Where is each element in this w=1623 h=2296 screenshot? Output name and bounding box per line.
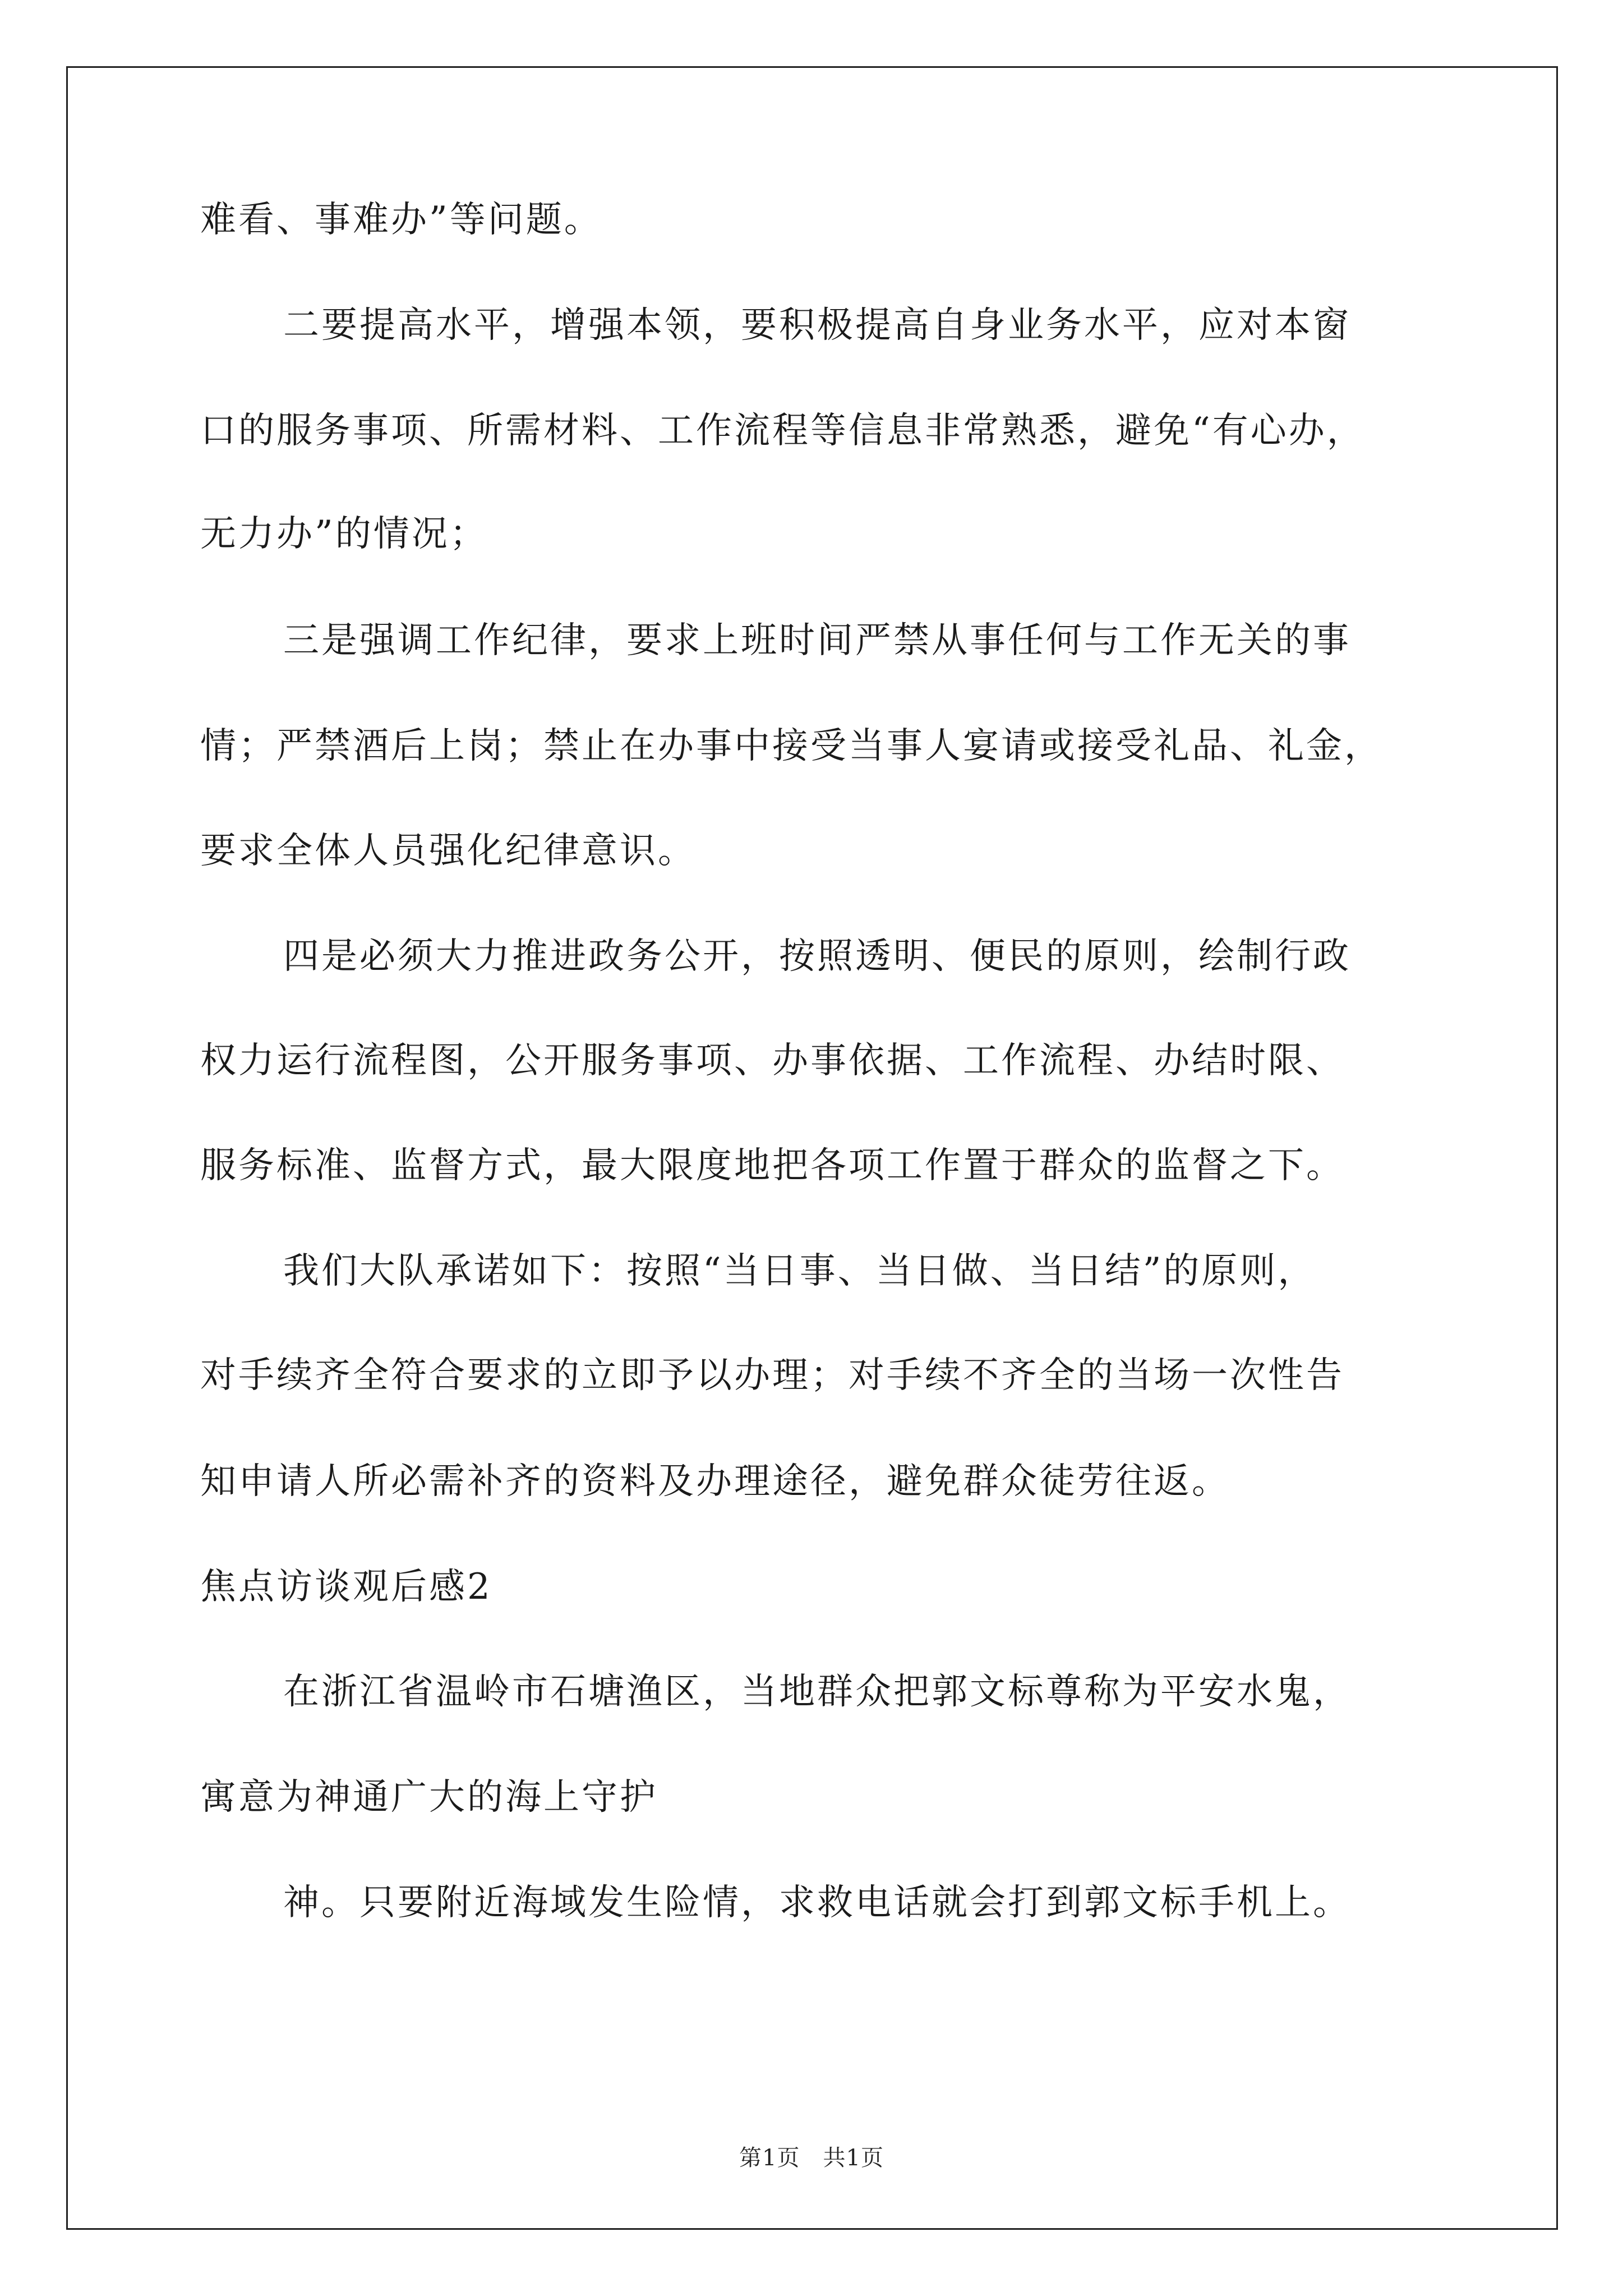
text-line-17: 神。只要附近海域发生险情，求救电话就会打到郭文标手机上。	[283, 1882, 1351, 1924]
text-line-11: 我们大队承诺如下：按照“当日事、当日做、当日结”的原则，	[283, 1250, 1316, 1292]
text-line-16: 寓意为神通广大的海上守护	[200, 1777, 658, 1818]
text-line-7: 要求全体人员强化纪律意识。	[200, 830, 696, 872]
page-footer: 第1页 共1页	[739, 2145, 884, 2171]
text-line-6: 情；严禁酒后上岗；禁止在办事中接受当事人宴请或接受礼品、礼金，	[200, 725, 1382, 767]
text-line-3: 口的服务事项、所需材料、工作流程等信息非常熟悉，避免“有心办，	[200, 410, 1365, 452]
text-line-13: 知申请人所必需补齐的资料及办理途径，避免群众徒劳往返。	[200, 1461, 1230, 1502]
text-line-8: 四是必须大力推进政务公开，按照透明、便民的原则，绘制行政	[283, 936, 1351, 977]
text-line-1: 难看、事难办”等问题。	[200, 199, 602, 241]
text-line-15: 在浙江省温岭市石塘渔区，当地群众把郭文标尊称为平安水鬼，	[283, 1671, 1351, 1713]
text-line-9: 权力运行流程图，公开服务事项、办事依据、工作流程、办结时限、	[200, 1040, 1344, 1082]
section-heading: 焦点访谈观后感2	[200, 1566, 492, 1608]
text-line-5: 三是强调工作纪律，要求上班时间严禁从事任何与工作无关的事	[283, 620, 1351, 661]
text-line-2: 二要提高水平，增强本领，要积极提高自身业务水平，应对本窗	[283, 305, 1351, 346]
text-line-10: 服务标准、监督方式，最大限度地把各项工作置于群众的监督之下。	[200, 1145, 1344, 1186]
text-line-12: 对手续齐全符合要求的立即予以办理；对手续不齐全的当场一次性告	[200, 1355, 1344, 1396]
text-line-4: 无力办”的情况；	[200, 513, 488, 555]
